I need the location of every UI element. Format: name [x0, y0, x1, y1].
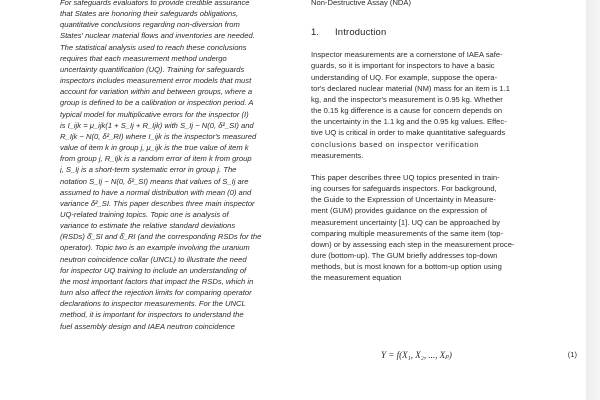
intro-paragraph-1 [311, 49, 581, 161]
text-line: ment (GUM) provides guidance on the expression of [311, 206, 488, 216]
text-line: variance δ²_SI. This paper describes three main inspector [60, 198, 255, 208]
text-line: group is defined to be a calibration or inspection period. A [60, 98, 254, 108]
text-line: inspectors includes measurement error models that must [60, 76, 252, 86]
text-line: Inspector measurements are a cornerstone of IAEA safe- [311, 50, 503, 60]
text-line: is I_ijk = μ_ijk(1 + S_Ij + R_Ijk) with S_Ij ~ N(0, δ²_SI) and [60, 120, 254, 130]
text-line: j, S_Ij is a short-term systematic error in group j. The [60, 165, 237, 175]
text-line: dure (bottom-up). The GUM briefly addresses top-down [311, 250, 498, 260]
abstract-column [60, 0, 298, 332]
text-line: the most important factors that impact the RSDs, which in [60, 276, 254, 286]
text-line: assumed to have a normal distribution with mean (0) and [60, 187, 252, 197]
text-line: value of item k in group j, μ_ijk is the true value of item k [60, 143, 249, 153]
text-line: conclusions based on inspector verification [311, 139, 480, 149]
text-line: tive UQ is critical in order to make quantitative safeguards [311, 128, 506, 138]
section-number: 1. [311, 26, 320, 38]
text-line: comparing multiple measurements of the same item (top- [311, 228, 504, 238]
text-line: notation S_Ij ~ N(0, δ²_SI) means that values of S_Ij are [60, 176, 249, 186]
text-line: turn also affect the rejection limits for comparing operator [60, 288, 252, 298]
text-line: The statistical analysis used to reach these conclusions [60, 42, 247, 52]
section-header-label: Non-Destructive Assay (NDA) [311, 0, 412, 7]
text-line: declarations to inspector measurements. For the UNCL [60, 299, 246, 309]
text-line: guards, so it is important for inspectors to have a basic [311, 61, 495, 71]
text-line: neutron coincidence collar (UNCL) to illustrate the need [60, 254, 247, 264]
text-line: requires that each measurement method undergo [60, 53, 227, 63]
text-line: (RSDs) δ̂_SI and δ̂_RI (and the corresponding RSDs for the [60, 232, 262, 242]
text-line: UQ-related training topics. Topic one is analysis of [60, 209, 229, 219]
text-line: that States are honoring their safeguards obligations, [60, 9, 239, 19]
text-line: kg, and the inspector's measurement is 0.95 kg. Whether [311, 94, 503, 104]
section-title: Introduction [335, 26, 387, 38]
text-line: down) or by assessing each step in the measurement proce- [311, 239, 515, 249]
text-line: understanding of UQ. For example, suppose the opera- [311, 72, 498, 82]
text-line: ing courses for safeguards inspectors. For background, [311, 184, 497, 194]
text-line: variance to estimate the relative standard deviations [60, 221, 236, 231]
intro-paragraph-2 [311, 172, 581, 284]
text-line: the measurement equation [311, 273, 402, 283]
text-line: R_Ijk ~ N(0, δ²_RI) where I_ijk is the inspector's measured [60, 131, 257, 141]
text-line: tor's declared nuclear material (NM) mass for an item is 1.1 [311, 83, 510, 93]
text-line: States' nuclear material flows and inventories are needed. [60, 31, 255, 41]
text-line: methods, but is most known for a bottom-up option using [311, 262, 502, 272]
page-edge [586, 0, 600, 400]
introduction-column [311, 0, 581, 283]
text-line: the Guide to the Expression of Uncertainty in Measure- [311, 195, 496, 205]
measurement-equation [311, 350, 581, 364]
equation-text: Y = f(X₁, X₂, ..., Xₚ) [381, 350, 452, 360]
text-line: from group j, R_Ijk is a random error of item k from group [60, 154, 252, 164]
text-line: uncertainty quantification (UQ). Training for safeguards [60, 64, 245, 74]
equation-number: (1) [567, 350, 577, 359]
text-line: operator). Topic two is an example involving the uranium [60, 243, 250, 253]
section-heading [311, 26, 581, 37]
text-line: This paper describes three UQ topics presented in train- [311, 172, 500, 182]
text-line: For safeguards evaluators to provide credible assurance [60, 0, 250, 7]
text-line: fuel assembly design and IAEA neutron coincidence [60, 321, 235, 331]
text-line: quantitative conclusions regarding non-diversion from [60, 20, 240, 30]
text-line: account for variation within and between groups, where a [60, 87, 253, 97]
text-line: the uncertainty in the 1.1 kg and the 0.95 kg values. Effec- [311, 117, 507, 127]
text-line: measurement uncertainty [1]. UQ can be approached by [311, 217, 501, 227]
text-line: the 0.15 kg difference is a cause for concern depends on [311, 106, 503, 116]
text-line: typical model for multiplicative errors for the inspector (I) [60, 109, 249, 119]
text-line: for inspector UQ training to include an understanding of [60, 265, 247, 275]
text-line: method, it is important for inspectors to understand the [60, 310, 244, 320]
text-line: measurements. [311, 150, 364, 160]
